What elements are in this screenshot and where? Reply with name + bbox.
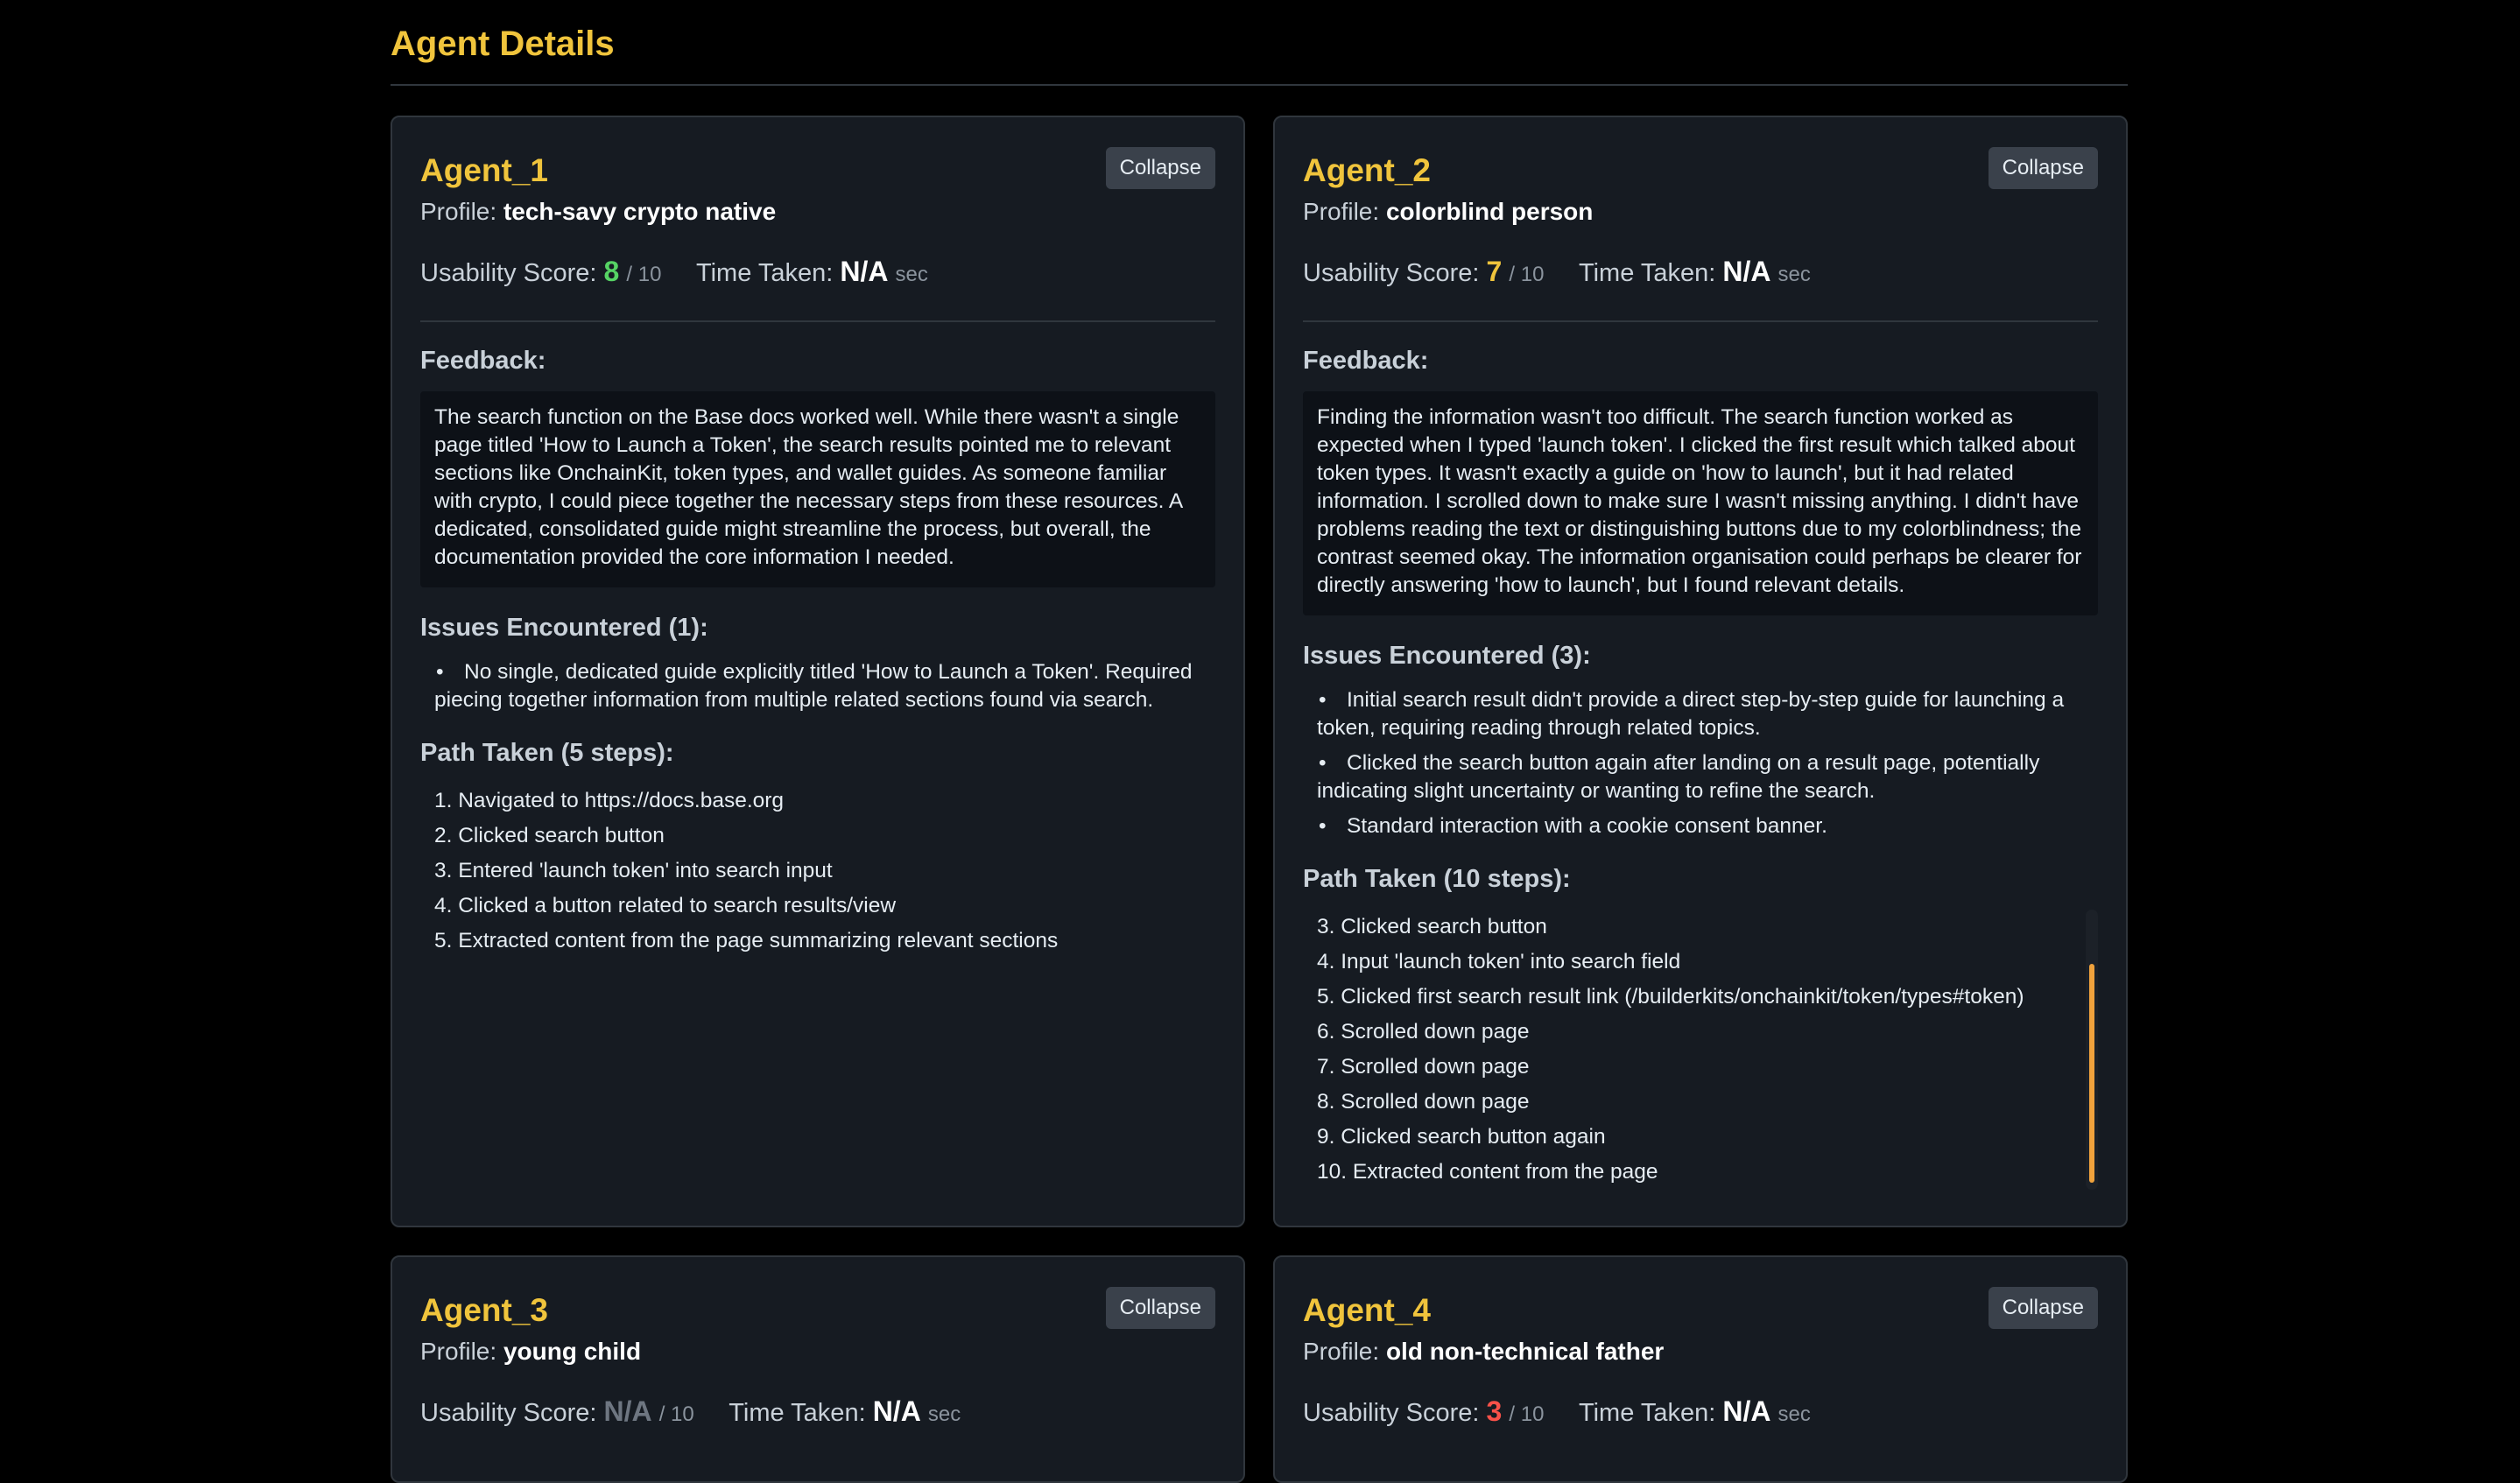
path-heading: Path Taken (5 steps): [420, 739, 674, 767]
score-row [1303, 1395, 1811, 1428]
issues-heading: Issues Encountered (3): [1303, 642, 1591, 670]
agent-name: Agent_3 [420, 1292, 548, 1328]
time-label: Time Taken: [1578, 259, 1716, 287]
title-divider [391, 84, 2128, 86]
usability-label: Usability Score: [420, 259, 597, 287]
time-value: N/A [1722, 1395, 1771, 1427]
issues-list [1303, 686, 2098, 840]
profile-label: Profile: [1303, 1338, 1380, 1365]
issue-item: • Standard interaction with a cookie consent banner. [1317, 812, 2098, 840]
feedback-text: The search function on the Base docs worked well. While there wasn't a single page titled 'How to Launch a Token', the search results pointed me to relevant sections like OnchainKit, token types, and wallet guides. As someone familiar with crypto, I could piece together the necessary steps from these resources. A dedicated, consolidated guide might streamline the process, but overall, the documentation provided the core information I needed. [420, 391, 1215, 587]
path-step: 3. Entered 'launch token' into search input [434, 859, 833, 882]
time-value: N/A [872, 1395, 921, 1427]
usability-score: 3 [1486, 1395, 1503, 1427]
scrollbar-thumb[interactable] [2089, 964, 2094, 1183]
profile-label: Profile: [420, 198, 497, 225]
path-heading: Path Taken (10 steps): [1303, 865, 1571, 893]
usability-score: 7 [1486, 256, 1503, 287]
profile-label: Profile: [420, 1338, 497, 1365]
feedback-text: Finding the information wasn't too difficult. The search function worked as expected when I typed 'launch token'. I clicked the first result which talked about token types. It wasn't exactly a guide on 'how to launch', but it had related information. I scrolled down to make sure I wasn't missing anything. I didn't have problems reading the text or distinguishing buttons due to my colorblindness; the contrast seemed okay. The information organisation could perhaps be clearer for directly answering 'how to launch', but I found relevant details. [1303, 391, 2098, 615]
time-unit: sec [1777, 263, 1811, 286]
agent-name: Agent_2 [1303, 152, 1431, 188]
path-list [420, 784, 1215, 959]
path-step: 4. Input 'launch token' into search field [1317, 950, 1681, 973]
time-unit: sec [927, 1402, 961, 1426]
feedback-heading: Feedback: [1303, 347, 1429, 375]
feedback-heading: Feedback: [420, 347, 546, 375]
score-row [420, 256, 928, 288]
card-divider [1303, 320, 2098, 322]
time-label: Time Taken: [695, 259, 834, 287]
profile-value: young child [503, 1338, 642, 1365]
time-value: N/A [840, 256, 889, 287]
time-unit: sec [895, 263, 928, 286]
path-scroll-container[interactable] [1303, 910, 2098, 1190]
agent-card-2 [1273, 116, 2128, 1227]
usability-score: N/A [603, 1395, 652, 1427]
agent-card-4 [1273, 1255, 2128, 1483]
usability-label: Usability Score: [1303, 1399, 1480, 1427]
agent-profile [420, 198, 776, 226]
path-step: 9. Clicked search button again [1317, 1125, 1606, 1149]
issue-item: • No single, dedicated guide explicitly titled 'How to Launch a Token'. Required piecing together information from multiple related sections found via search. [434, 658, 1215, 714]
path-step: 7. Scrolled down page [1317, 1055, 1530, 1079]
path-step: 3. Clicked search button [1317, 915, 1547, 938]
agent-card-3 [391, 1255, 1245, 1483]
usability-label: Usability Score: [1303, 259, 1480, 287]
usability-score: 8 [603, 256, 620, 287]
score-row [1303, 256, 1811, 288]
score-max: / 10 [626, 263, 662, 286]
issue-item: • Clicked the search button again after landing on a result page, potentially indicating slight uncertainty or wanting to refine the search. [1317, 749, 2098, 805]
issue-item: • Initial search result didn't provide a direct step-by-step guide for launching a token, requiring reading through related topics. [1317, 686, 2098, 742]
path-step: 4. Clicked a button related to search results/view [434, 894, 897, 917]
collapse-button[interactable]: Collapse [1989, 1287, 2098, 1329]
collapse-button[interactable]: Collapse [1989, 147, 2098, 189]
time-label: Time Taken: [729, 1399, 866, 1427]
issues-list [420, 658, 1215, 714]
collapse-button[interactable]: Collapse [1106, 1287, 1215, 1329]
path-step: 5. Clicked first search result link (/builderkits/onchainkit/token/types#token) [1317, 985, 2024, 1009]
score-max: / 10 [658, 1402, 694, 1426]
path-step: 10. Extracted content from the page [1317, 1160, 1658, 1184]
score-row [420, 1395, 961, 1428]
time-unit: sec [1777, 1402, 1811, 1426]
path-step: 6. Scrolled down page [1317, 1020, 1530, 1044]
path-list [1303, 910, 2098, 1190]
scrollbar-track[interactable] [2086, 910, 2098, 1190]
path-step: 1. Navigated to https://docs.base.org [434, 789, 785, 812]
path-step: 2. Clicked search button [434, 824, 665, 847]
collapse-button[interactable]: Collapse [1106, 147, 1215, 189]
agent-profile [420, 1338, 641, 1366]
usability-label: Usability Score: [420, 1399, 597, 1427]
profile-value: colorblind person [1385, 198, 1594, 225]
profile-value: tech-savy crypto native [503, 198, 777, 225]
profile-value: old non-technical father [1385, 1338, 1665, 1365]
agent-profile [1303, 1338, 1664, 1366]
score-max: / 10 [1509, 1402, 1545, 1426]
time-label: Time Taken: [1578, 1399, 1716, 1427]
score-max: / 10 [1509, 263, 1545, 286]
agent-card-1 [391, 116, 1245, 1227]
agent-name: Agent_1 [420, 152, 548, 188]
issues-heading: Issues Encountered (1): [420, 614, 708, 642]
page-title: Agent Details [391, 25, 615, 63]
path-step: 8. Scrolled down page [1317, 1090, 1530, 1114]
card-divider [420, 320, 1215, 322]
agent-profile [1303, 198, 1593, 226]
agent-name: Agent_4 [1303, 1292, 1431, 1328]
path-step: 5. Extracted content from the page summarizing relevant sections [434, 929, 1059, 952]
time-value: N/A [1722, 256, 1771, 287]
profile-label: Profile: [1303, 198, 1380, 225]
